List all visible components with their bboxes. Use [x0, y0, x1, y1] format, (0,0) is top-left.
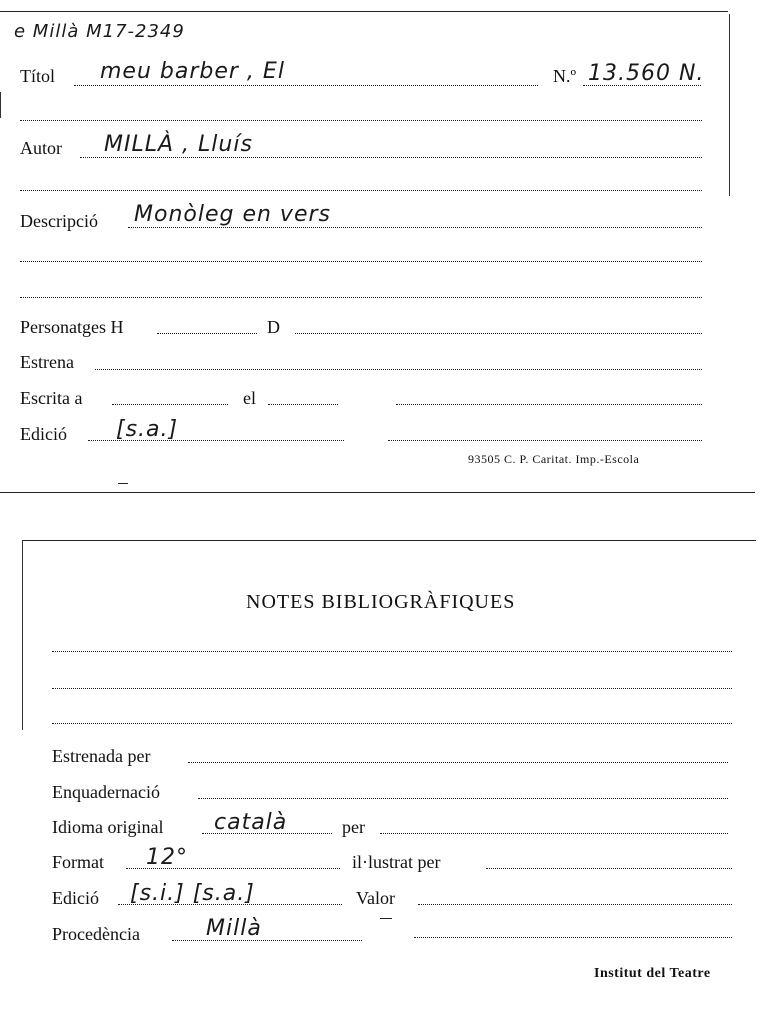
- escrita-el-line: [268, 404, 338, 405]
- titol-line: [74, 85, 538, 86]
- corner-note: e Millà M17-2349: [14, 21, 185, 42]
- escrita-label: Escrita a: [20, 388, 83, 408]
- procedencia-extra-line: [414, 937, 732, 938]
- estrenada-label: Estrenada per: [52, 746, 151, 766]
- edicio2-value: [s.i.] [s.a.]: [130, 881, 255, 906]
- card-top-border: [0, 11, 728, 12]
- personatges-d-line: [295, 333, 702, 334]
- numero-value: 13.560 N.: [588, 61, 705, 86]
- card-top-border: [22, 540, 756, 541]
- descripcio-line: [128, 227, 702, 228]
- estrena-label: Estrena: [20, 352, 74, 372]
- titol-value: meu barber , El: [100, 59, 285, 84]
- procedencia-line: [172, 940, 362, 941]
- per-label: per: [342, 817, 365, 837]
- numero-label: N.º: [553, 66, 577, 86]
- card-right-border: [729, 14, 730, 196]
- escrita-el-label: el: [243, 388, 256, 408]
- per-line: [380, 833, 728, 834]
- enquadernacio-line: [198, 798, 728, 799]
- blank-line: [20, 261, 702, 262]
- card-left-mark: [0, 92, 1, 118]
- valor-label: Valor: [356, 888, 395, 908]
- edicio-value: [s.a.]: [116, 417, 179, 442]
- institution-stamp: Institut del Teatre: [594, 966, 711, 981]
- stray-mark: [380, 918, 392, 919]
- escrita-extra-line: [396, 404, 702, 405]
- personatges-h-line: [157, 333, 257, 334]
- descripcio-label: Descripció: [20, 211, 98, 231]
- blank-line: [20, 190, 702, 191]
- escrita-line: [112, 404, 228, 405]
- descripcio-value: Monòleg en vers: [134, 202, 331, 227]
- illustrat-label: il·lustrat per: [352, 852, 441, 872]
- illustrat-line: [486, 868, 732, 869]
- procedencia-label: Procedència: [52, 924, 140, 944]
- blank-line: [52, 651, 732, 652]
- format-value: 12°: [146, 845, 188, 870]
- autor-label: Autor: [20, 138, 62, 158]
- enquadernacio-label: Enquadernació: [52, 782, 160, 802]
- idioma-value: català: [214, 810, 288, 835]
- titol-label: Títol: [20, 66, 55, 86]
- procedencia-value: Millà: [206, 916, 262, 941]
- valor-line: [418, 904, 732, 905]
- blank-line: [52, 723, 732, 724]
- notes-heading: NOTES BIBLIOGRÀFIQUES: [246, 591, 516, 613]
- edicio-label: Edició: [20, 424, 67, 444]
- idioma-label: Idioma original: [52, 817, 164, 837]
- autor-value: MILLÀ , Lluís: [104, 132, 253, 157]
- edicio-extra-line: [388, 440, 702, 441]
- printer-note: 93505 C. P. Caritat. Imp.-Escola: [468, 452, 640, 466]
- blank-line: [20, 120, 702, 121]
- personatges-label: Personatges H: [20, 317, 124, 337]
- card-left-border: [22, 540, 23, 730]
- stray-mark: [118, 483, 128, 484]
- autor-line: [80, 157, 702, 158]
- estrenada-line: [188, 762, 728, 763]
- edicio2-label: Edició: [52, 888, 99, 908]
- card-bottom-border: [0, 492, 755, 493]
- blank-line: [20, 297, 702, 298]
- format-label: Format: [52, 852, 104, 872]
- estrena-line: [95, 369, 702, 370]
- blank-line: [52, 688, 732, 689]
- personatges-d-label: D: [267, 317, 280, 337]
